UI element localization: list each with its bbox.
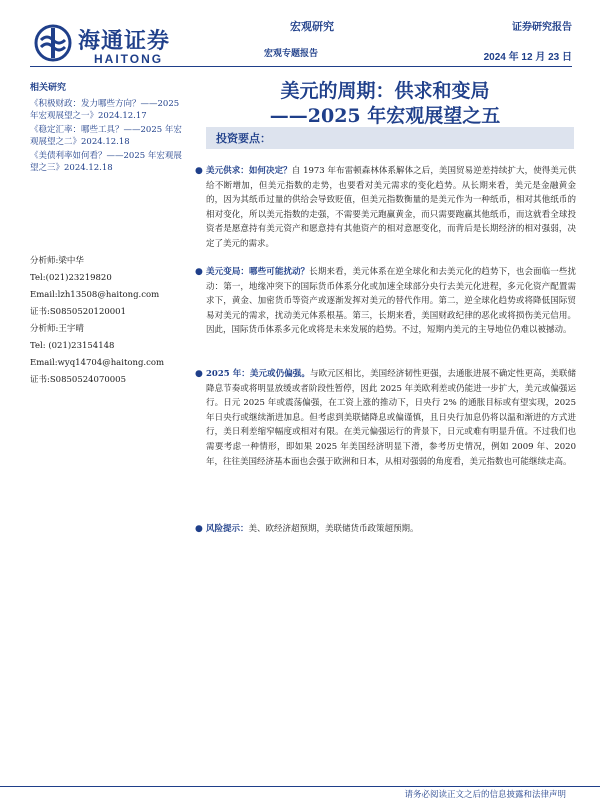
bullet-icon: ● <box>195 267 203 277</box>
analyst-email[interactable]: Email:lzh13508@haitong.com <box>30 290 160 300</box>
section-risk-warning <box>195 522 576 537</box>
analyst-cert: 证书:S0850524070005 <box>30 375 126 385</box>
related-research-item[interactable]: 《稳定汇率：哪些工具？——2025 年宏观展望之二》2024.12.18 <box>30 125 182 147</box>
investment-points-header <box>206 127 574 149</box>
section-lead: 美元变局：哪些可能扰动？ <box>206 267 310 277</box>
report-type: 证券研究报告 <box>512 22 572 33</box>
footer-divider <box>0 786 600 787</box>
section-body: 长期来看，美元体系在逆全球化和去美元化的趋势下，也会面临一些扰动：第一，地缘冲突下的国际货币体系分化或加速全球部分央行去美元化进程，多元化资产配置需求下，黄金、加密货币等资产或逐渐发挥对美元的替代作用。第二，逆全球化趋势或将降低国际贸易对美元的需求，扰动美元体系根基。第三，长期来看，美国财政纪律的恶化或将损伤美元信用。因此，国际货币体系多元化或将是未来发展的趋势。不过，短期内美元的主导地位仍难以被撼动。 <box>206 267 576 336</box>
section-lead: 2025 年：美元或仍偏强。 <box>206 369 310 379</box>
related-research-item[interactable]: 《美债利率如何看？——2025 年宏观展望之三》2024.12.18 <box>30 151 182 173</box>
header-divider <box>30 66 572 67</box>
related-research-heading: 相关研究 <box>30 83 67 93</box>
analyst-cert: 证书:S0850520120001 <box>30 307 126 317</box>
bullet-icon: ● <box>195 166 203 176</box>
section-dollar-supply-demand <box>195 164 576 252</box>
logo-text-en: HAITONG <box>94 52 164 66</box>
disclaimer-footer: 请务必阅读正文之后的信息披露和法律声明 <box>404 790 566 800</box>
section-dollar-change <box>195 265 576 338</box>
report-title: 美元的周期：供求和变局 <box>280 80 490 102</box>
bullet-icon: ● <box>195 369 203 379</box>
section-body: 自 1973 年布雷顿森林体系解体之后，美国贸易逆差持续扩大，使得美元供给不断增加，但美元指数的走势，也要看对美元需求的变化趋势。从长期来看，美元是金融黄金的，因为其纸币过量的供给会导致贬值，但美元指数衡量的是美元作为一种纸币，相对其他纸币的相对变化，所以美元指数的走强，不需要美元跑赢黄金，而只需要跑赢其他纸币，而这就看全球投资者是愿意持有美元资产和愿意持有其他资产的相对意愿变化，而背后是长期经济的相对强弱，决定了美元的需求。 <box>206 166 576 249</box>
investment-points-heading: 投资要点： <box>216 132 271 145</box>
section-lead: 风险提示： <box>206 524 249 534</box>
report-subcategory: 宏观专题报告 <box>264 49 319 59</box>
report-date: 2024 年 12 月 23 日 <box>483 52 572 63</box>
analyst-contacts <box>30 253 190 389</box>
section-body: 与欧元区相比，美国经济韧性更强，去通胀进展不确定性更高，美联储降息节奏或将明显放缓或者阶段性暂停，因此 2025 年美欧利差或仍能进一步扩大，美元或偏强运行。日元 2025 年或震荡偏强，在工资上涨的推动下，日央行 2% 的通胀目标或有望实现，2025 年日央行或继续渐进加息。但考虑到美联储降息或偏谨慎，且日央行加息仍将以温和渐进的方式进行，美日利差缩窄幅度或相对有限。在美元偏强运行的背景下，日元或难有明显升值。不过我们也需要考虑一种情形，即如果 2025 年美国经济明显下滑，参考历史情况，例如 2009 年、2020 年，往往美国经济基本面也会强于欧洲和日本，从相对强弱的角度看，美元指数也可能继续走高。 <box>206 369 576 467</box>
section-2025-outlook <box>195 367 576 469</box>
analyst-name: 分析师:王宇晴 <box>30 324 84 334</box>
analyst-name: 分析师:梁中华 <box>30 256 84 266</box>
haitong-logo-icon <box>34 24 72 62</box>
analyst-email[interactable]: Email:wyq14704@haitong.com <box>30 358 165 368</box>
report-category: 宏观研究 <box>290 20 334 33</box>
report-subtitle: ——2025 年宏观展望之五 <box>269 105 501 127</box>
haitong-logo <box>34 22 184 72</box>
logo-text-cn: 海通证券 <box>78 28 171 54</box>
analyst-tel: Tel: (021)23154148 <box>30 341 115 351</box>
section-body: 美、欧经济超预期，美联储货币政策超预期。 <box>248 524 419 534</box>
related-research-item[interactable]: 《积极财政：发力哪些方向？——2025 年宏观展望之一》2024.12.17 <box>30 99 180 121</box>
section-lead: 美元供求：如何决定？ <box>206 166 292 176</box>
related-research <box>30 82 190 176</box>
bullet-icon: ● <box>195 524 203 534</box>
analyst-tel: Tel:(021)23219820 <box>30 273 112 283</box>
